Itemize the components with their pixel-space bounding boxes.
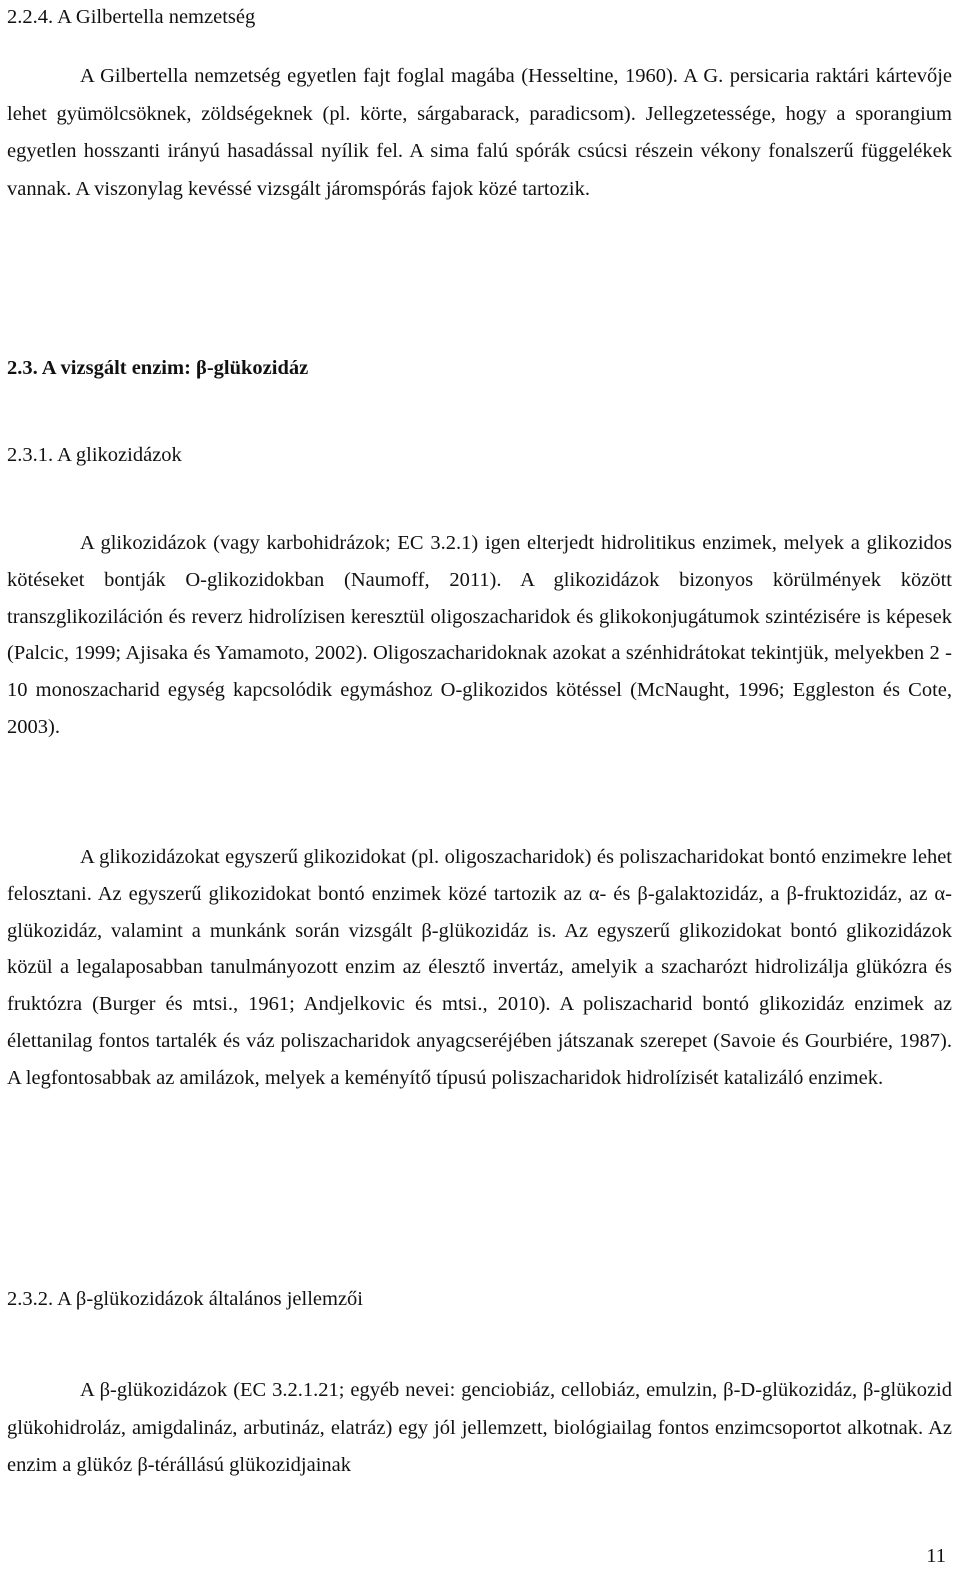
paragraph-beta-glukozidazok: A β-glükozidázok (EC 3.2.1.21; egyéb nevei: genciobiáz, cellobiáz, emulzin, β-D-glükozidáz, β-glükozid glükohidroláz, amigdalináz, arbutináz, elatráz) egy jól jellemzett, biológiailag fontos enzimcsoportot alkotnak. Az enzim a glükóz β-térállású glükozidjainak [7,1379,952,1476]
section-heading-2-3-1: 2.3.1. A glikozidázok [7,444,182,466]
section-heading-2-3: 2.3. A vizsgált enzim: β-glükozidáz [7,357,309,379]
section-heading-2-2-4: 2.2.4. A Gilbertella nemzetség [7,6,256,28]
section-heading-2-3-2: 2.3.2. A β-glükozidázok általános jellemzői [7,1288,363,1310]
paragraph-glikozidazok-classification: A glikozidázokat egyszerű glikozidokat (pl. oligoszacharidok) és poliszacharidokat bontó enzimekre lehet felosztani. Az egyszerű glikozidokat bontó enzimek közé tartozik az α- és β-galaktozidáz, a β-fruktozidáz, az α-glükozidáz, valamint a munkánk során vizsgált β-glükozidáz is. Az egyszerű glikozidokat bontó glikozidázok közül a legalaposabban tanulmányozott enzim az élesztő invertáz, amelyik a szacharózt hidrolizálja glükózra és fruktózra (Burger és mtsi., 1961; Andjelkovic és mtsi., 2010). A poliszacharid bontó glikozidáz enzimek az élettanilag fontos tartalék és váz poliszacharidok anyagcseréjében játszanak szerepet (Savoie és Gourbiére, 1987). A legfontosabbak az amilázok, melyek a keményítő típusú poliszacharidok hidrolízisét katalizáló enzimek. [7,846,952,1089]
paragraph-gilbertella: A Gilbertella nemzetség egyetlen fajt foglal magába (Hesseltine, 1960). A G. persicaria raktári kártevője lehet gyümölcsöknek, zöldségeknek (pl. körte, sárgabarack, paradicsom). Jellegzetessége, hogy a sporangium egyetlen hosszanti irányú hasadással nyílik fel. A sima falú spórák csúcsi részein vékony fonalszerű függelékek vannak. A viszonylag kevéssé vizsgált járomspórás fajok közé tartozik. [7,65,952,200]
page-number: 11 [926,1545,946,1567]
paragraph-glikozidazok-intro: A glikozidázok (vagy karbohidrázok; EC 3.2.1) igen elterjedt hidrolitikus enzimek, melyek a glikozidos kötéseket bontják O-glikozidokban (Naumoff, 2011). A glikozidázok bizonyos körülmények között transzglikoziláción és reverz hidrolízisen keresztül oligoszacharidok és glikokonjugátumok szintézisére is képesek (Palcic, 1999; Ajisaka és Yamamoto, 2002). Oligoszacharidoknak azokat a szénhidrátokat tekintjük, melyekben 2 - 10 monoszacharid egység kapcsolódik egymáshoz O-glikozidos kötéssel (McNaught, 1996; Eggleston és Cote, 2003). [7,532,952,738]
